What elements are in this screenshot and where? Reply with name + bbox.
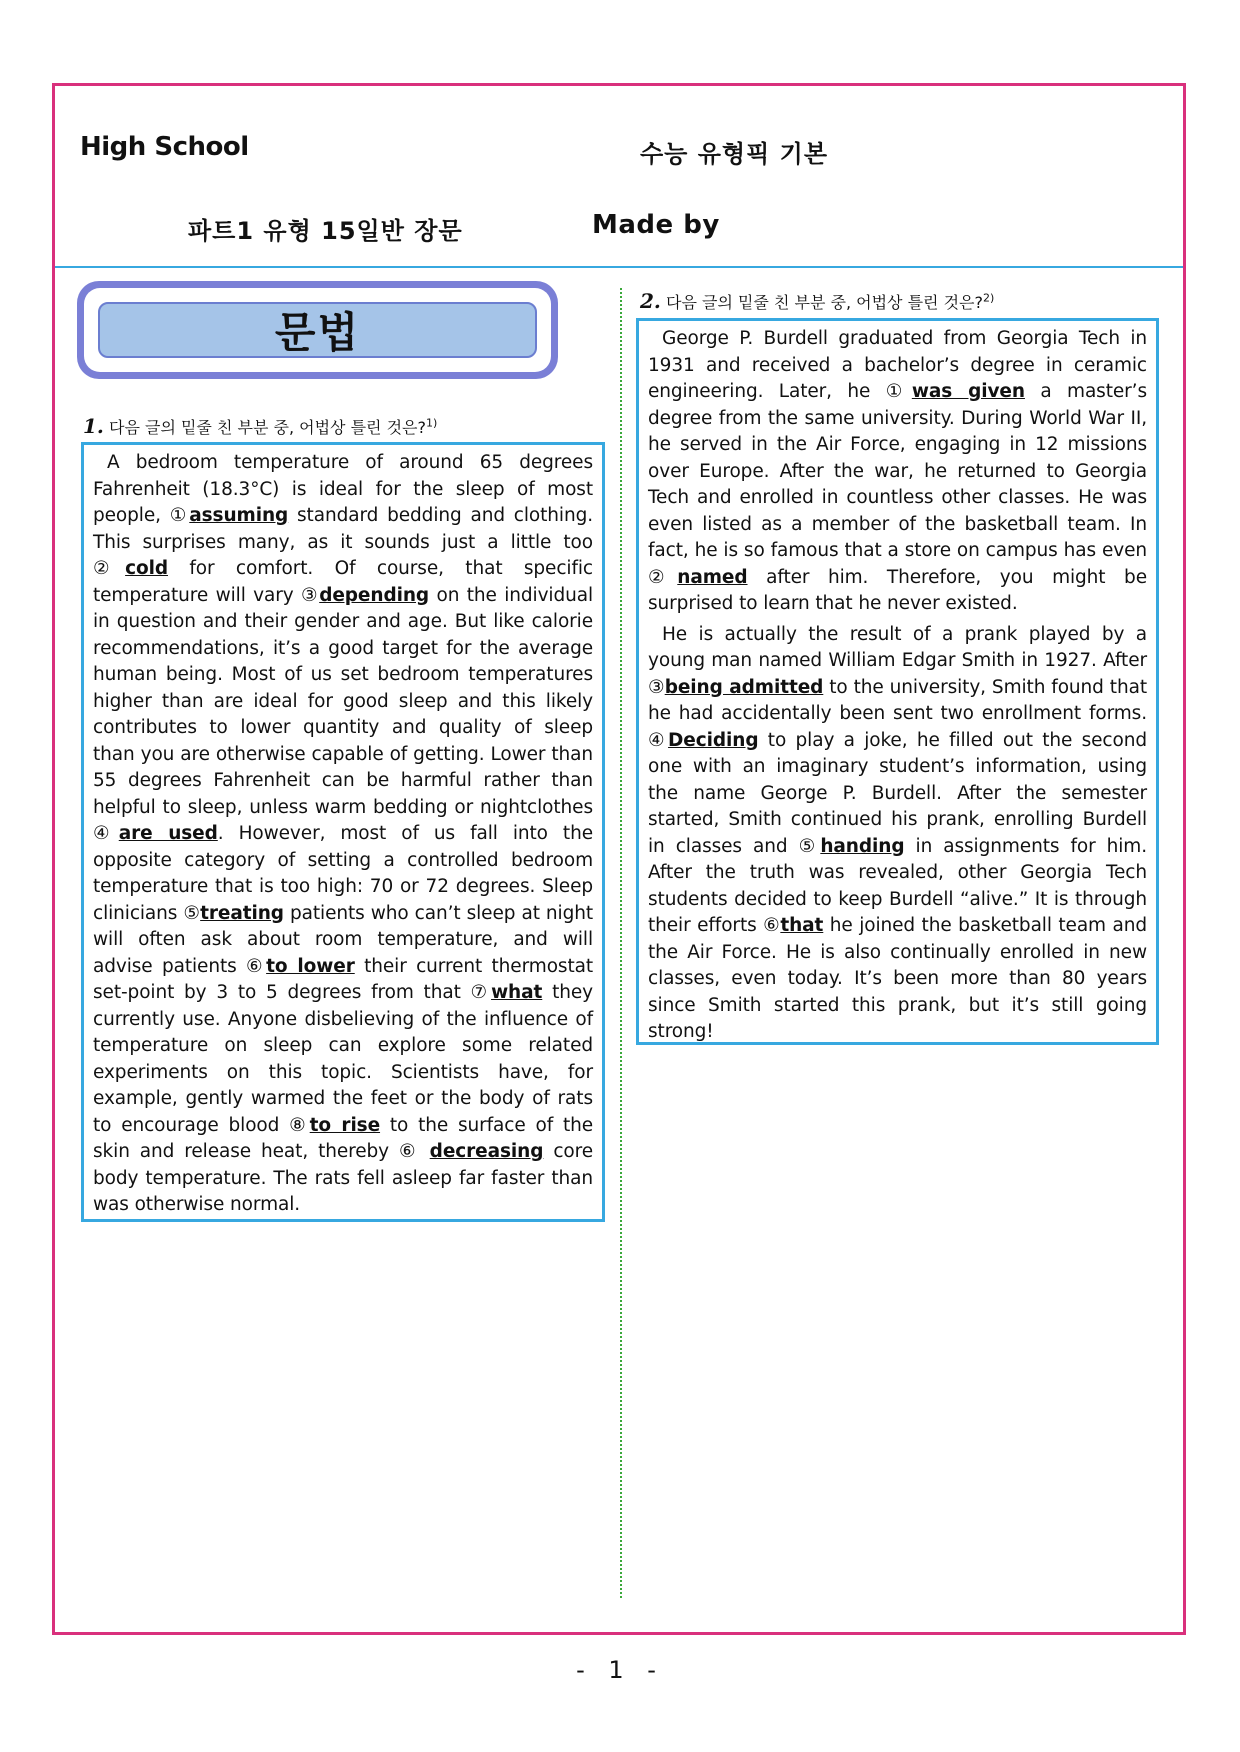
question-2-text: 다음 글의 밑줄 친 부분 중, 어법상 틀린 것은? bbox=[665, 293, 984, 312]
question-1-passage bbox=[81, 442, 605, 1222]
underlined-choice: named bbox=[677, 566, 748, 588]
passage-text: He is actually the result of a prank played by a young man named William Edgar Smith in 1927. After ③ bbox=[648, 623, 1147, 698]
page-number: - 1 - bbox=[576, 1656, 664, 1684]
passage-paragraph bbox=[648, 326, 1147, 618]
passage-text: core body temperature. The rats fell asleep far faster than was otherwise normal. bbox=[93, 1141, 594, 1215]
underlined-choice: to lower bbox=[266, 955, 355, 977]
passage-text: their current thermostat set-point by 3 to 5 degrees from that ⑦ bbox=[93, 955, 593, 1003]
passage-text: . However, most of us fall into the opposite category of setting a controlled bedroom temperature that is too high: 70 or 72 degrees. Sleep clinicians ⑤ bbox=[93, 823, 593, 924]
passage-text: patients who can’t sleep at night will often ask about room temperature, and will advise patients ⑥ bbox=[93, 902, 593, 977]
header-made-by: Made by bbox=[592, 210, 720, 240]
underlined-choice: depending bbox=[319, 584, 430, 606]
underlined-choice: handing bbox=[820, 835, 905, 857]
column-divider bbox=[620, 288, 622, 1598]
underlined-choice: treating bbox=[200, 902, 284, 924]
passage-text: to play a joke, he filled out the second one with an imaginary student’s information, using the name George P. Burdell. After the semester started, Smith continued his prank, enrolling Burdell in classes and ⑤ bbox=[648, 729, 1147, 857]
question-2-passage bbox=[636, 318, 1159, 1045]
banner-label: 문법 bbox=[274, 308, 361, 357]
passage-text: in assignments for him. After the truth was revealed, other Georgia Tech students decided to keep Burdell “alive.” It is through their efforts ⑥ bbox=[648, 835, 1147, 936]
question-2-number: 2. bbox=[640, 289, 661, 313]
underlined-choice: are used bbox=[118, 823, 218, 844]
passage-text: he joined the basketball team and the Air Force. He is also continually enrolled in new classes, even today. It’s been more than 80 years since Smith started this prank, but it’s still going strong! bbox=[648, 915, 1147, 1042]
passage-text: standard bedding and clothing. This surprises many, as it sounds just a little too ② bbox=[93, 505, 593, 579]
underlined-choice: that bbox=[780, 915, 824, 936]
passage-text: after him. Therefore, you might be surprised to learn that he never existed. bbox=[648, 566, 1147, 614]
question-1-text: 다음 글의 밑줄 친 부분 중, 어법상 틀린 것은? bbox=[108, 418, 427, 437]
underlined-choice: was given bbox=[911, 381, 1025, 402]
header-divider bbox=[55, 266, 1183, 268]
passage-text: to the surface of the skin and release heat, thereby ⑥ bbox=[93, 1114, 594, 1162]
underlined-choice: cold bbox=[125, 558, 168, 579]
passage-text: a master’s degree from the same university. During World War II, he served in the Air Force, engaging in 12 missions over Europe. After the war, he returned to Georgia Tech and enrolled in countless other classes. He was even listed as a member of the basketball team. In fact, he is so famous that a store on campus has even ② bbox=[648, 381, 1147, 588]
header-title: 수능 유형픽 기본 bbox=[640, 140, 828, 168]
question-2-prompt bbox=[640, 289, 994, 313]
passage-text: they currently use. Anyone disbelieving of the influence of temperature on sleep can explore some related experiments on this topic. Scientists have, for example, gently warmed the feet or the body of rats to encourage blood ⑧ bbox=[93, 982, 593, 1136]
underlined-choice: being admitted bbox=[664, 676, 824, 698]
underlined-choice: decreasing bbox=[429, 1141, 544, 1162]
passage-paragraph bbox=[648, 622, 1147, 1046]
passage-text: on the individual in question and their gender and age. But like calorie recommendations, it’s a good target for the average human being. Most of us set bedroom temperatures higher than are ideal for good sleep and this likely contributes to lower quantity and quality of sleep than you are otherwise capable of getting. Lower than 55 degrees Fahrenheit can be harmful rather than helpful to sleep, unless warm bedding or nightclothes ④ bbox=[93, 584, 594, 844]
passage-paragraph bbox=[93, 450, 593, 1219]
header-school: High School bbox=[80, 132, 249, 162]
underlined-choice: Deciding bbox=[668, 729, 759, 751]
underlined-choice: to rise bbox=[309, 1114, 381, 1136]
underlined-choice: assuming bbox=[189, 505, 289, 526]
section-banner bbox=[77, 281, 558, 379]
question-1-prompt bbox=[83, 414, 437, 438]
question-2-footnote: 2) bbox=[983, 291, 995, 305]
header-subtitle: 파트1 유형 15일반 장문 bbox=[188, 217, 463, 245]
passage-text: A bedroom temperature of around 65 degrees Fahrenheit (18.3°C) is ideal for the sleep of most people, ① bbox=[93, 452, 593, 526]
underlined-choice: what bbox=[491, 982, 543, 1003]
passage-text: for comfort. Of course, that specific temperature will vary ③ bbox=[93, 558, 593, 606]
passage-text: to the university, Smith found that he had accidentally been sent two enrollment forms. ④ bbox=[648, 676, 1147, 751]
question-1-number: 1. bbox=[83, 414, 104, 438]
question-1-footnote: 1) bbox=[426, 416, 438, 430]
passage-text: George P. Burdell graduated from Georgia Tech in 1931 and received a bachelor’s degree in ceramic engineering. Later, he ① bbox=[648, 328, 1147, 402]
